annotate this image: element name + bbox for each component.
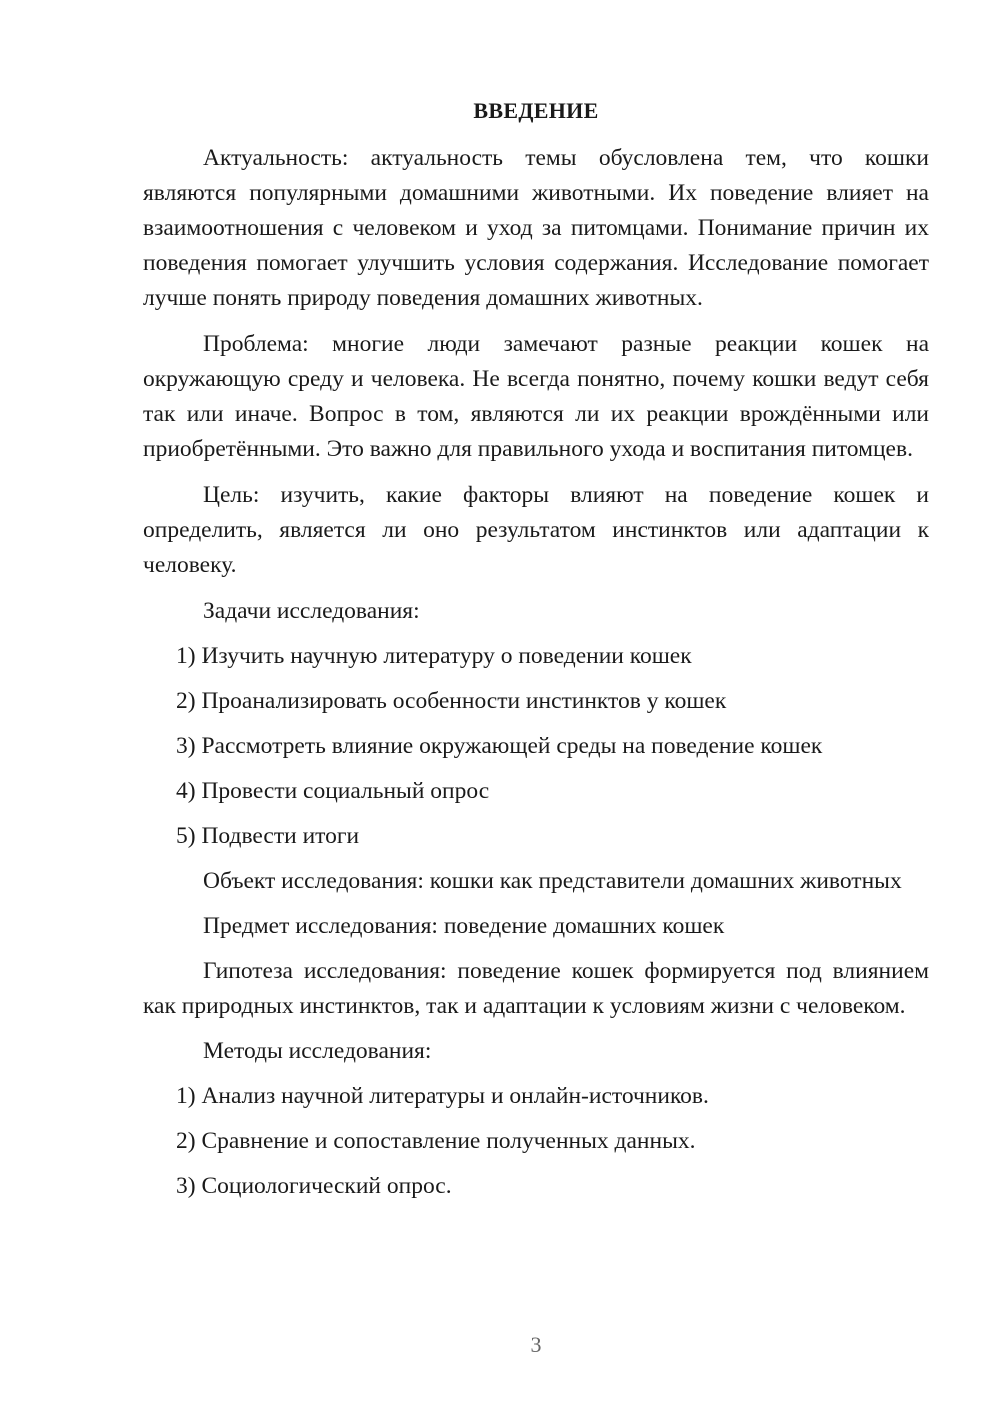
methods-list	[143, 1079, 929, 1204]
list-item: 5) Подвести итоги	[176, 823, 360, 849]
problem-paragraph: Проблема: многие люди замечают разные реакции кошек на окружающую среду и человека. Не всегда понятно, почему кошки ведут себя так или иначе. Вопрос в том, являются ли их реакции врождёнными или приобретёнными. Это важно для правильного ухода и воспитания питомцев.	[143, 331, 929, 462]
list-item: 3) Рассмотреть влияние окружающей среды на поведение кошек	[176, 733, 823, 759]
page-number: 3	[530, 1332, 542, 1357]
page-title: ВВЕДЕНИЕ	[473, 98, 599, 123]
relevance-paragraph: Актуальность: актуальность темы обусловлена тем, что кошки являются популярными домашними животными. Их поведение влияет на взаимоотношения с человеком и уход за питомцами. Понимание причин их поведения помогает улучшить условия содержания. Исследование помогает лучше понять природу поведения домашних животных.	[143, 145, 929, 311]
list-item: 2) Проанализировать особенности инстинктов у кошек	[176, 688, 727, 714]
goal-paragraph: Цель: изучить, какие факторы влияют на поведение кошек и определить, является ли оно результатом инстинктов или адаптации к человеку.	[143, 482, 929, 578]
list-item: 4) Провести социальный опрос	[176, 778, 490, 804]
document-body	[143, 141, 929, 1204]
tasks-heading: Задачи исследования:	[203, 598, 420, 624]
document-page	[143, 0, 929, 1414]
list-item: 1) Анализ научной литературы и онлайн-источников.	[176, 1083, 709, 1109]
list-item: 3) Социологический опрос.	[176, 1173, 452, 1199]
methods-heading: Методы исследования:	[203, 1038, 432, 1064]
list-item: 2) Сравнение и сопоставление полученных данных.	[176, 1128, 696, 1154]
hypothesis-paragraph: Гипотеза исследования: поведение кошек формируется под влиянием как природных инстинктов, так и адаптации к условиям жизни с человеком.	[143, 958, 929, 1019]
tasks-list	[143, 639, 929, 854]
subject-paragraph: Предмет исследования: поведение домашних кошек	[203, 913, 725, 939]
object-paragraph: Объект исследования: кошки как представители домашних животных	[203, 868, 902, 894]
list-item: 1) Изучить научную литературу о поведении кошек	[176, 643, 692, 669]
